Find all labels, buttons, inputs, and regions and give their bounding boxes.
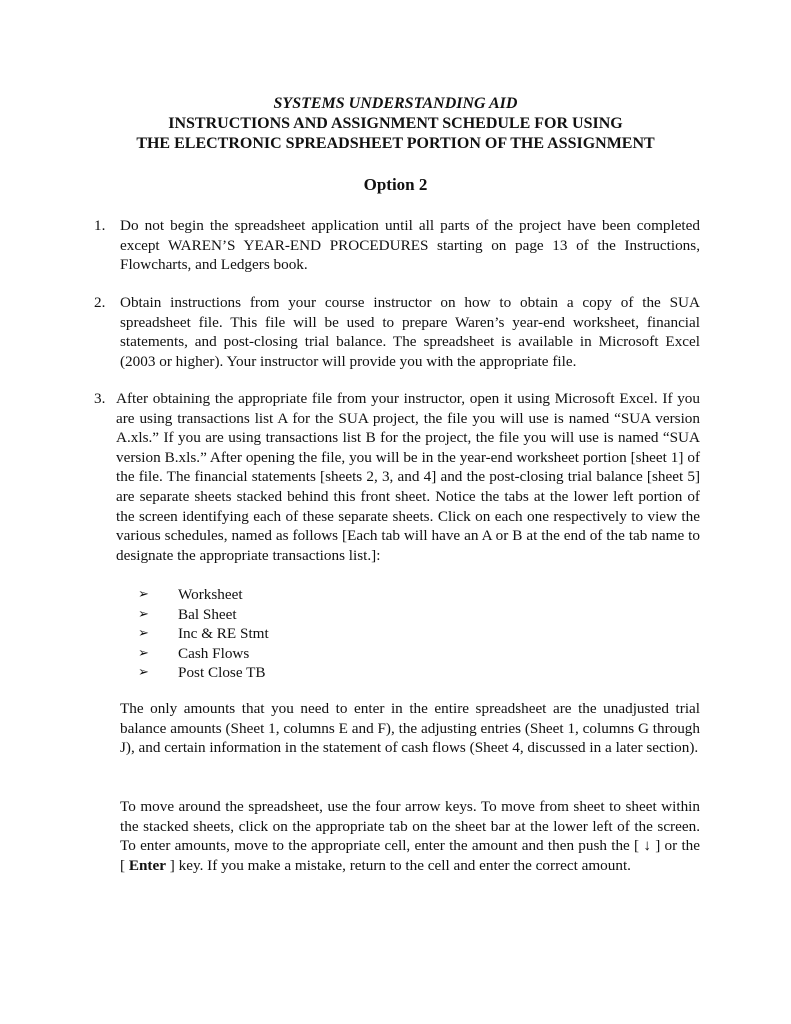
paragraph-text: ] or the [ [120,837,701,874]
sheet-tab-list [138,585,269,683]
item-number: 2. [94,294,106,311]
paragraph-text: ] key. If you make a mistake, return to the cell and enter the correct amount. [165,856,631,874]
arrow-bullet-icon: ➢ [138,587,149,602]
title-line-1: SYSTEMS UNDERSTANDING AID [273,95,518,112]
numbered-item-1 [94,216,700,275]
title-line-2: INSTRUCTIONS AND ASSIGNMENT SCHEDULE FOR USING [168,115,623,132]
enter-key-label: Enter [128,856,166,874]
arrow-bullet-icon: ➢ [138,665,149,681]
paragraph-navigation [120,797,700,875]
paragraph-text: To move around the spreadsheet, use the four arrow keys. To move from sheet to sheet within the stacked sheets, click on the appropriate tab on the sheet bar at the lower left of the screen. To enter amounts, move to the appropriate cell, enter the amount and then push the [ [120,798,700,855]
list-item-label: Bal Sheet [178,605,237,623]
arrow-bullet-icon: ➢ [138,645,149,661]
numbered-item-2 [94,293,700,371]
arrow-bullet-icon: ➢ [138,606,149,622]
list-item-label: Inc & RE Stmt [178,625,269,643]
list-item [138,605,269,625]
list-item [138,624,269,644]
item-text: After obtaining the appropriate file from your instructor, open it using Microsoft Excel. If you are using transactions list A for the SUA project, the file you will use is named “SUA version A.xls.” If you are using transactions list B for the project, the file you will use is named “SUA version B.xls.” After opening the file, you will be in the year-end worksheet portion [sheet 1] of the file. The financial statements [sheets 2, 3, and 4] and the post-closing trial balance [sheet 5] are separate sheets stacked behind this front sheet. Notice the tabs at the lower left portion of the screen identifying each of these separate sheets. Click on each one respectively to view the various schedules, named as follows [Each tab will have an A or B at the end of the tab name to designate the appropriate transactions list.]: [116,390,700,564]
list-item-label: Worksheet [178,586,243,603]
document-title [0,94,791,154]
item-number: 1. [94,217,106,234]
item-text: Obtain instructions from your course instructor on how to obtain a copy of the SUA spreadsheet file. This file will be used to prepare Waren’s year-end worksheet, financial statements, and post-closing trial balance. The spreadsheet is available in Microsoft Excel (2003 or higher). Your instructor will provide you with the appropriate file. [120,294,700,370]
item-text: Do not begin the spreadsheet application until all parts of the project have been completed except WAREN’S YEAR-END PROCEDURES starting on page 13 of the Instructions, Flowcharts, and Ledgers book. [120,217,700,274]
down-arrow-key-icon: ↓ [643,837,651,855]
paragraph-amounts: The only amounts that you need to enter in the entire spreadsheet are the unadjusted trial balance amounts (Sheet 1, columns E and F), the adjusting entries (Sheet 1, columns G through J), and certain information in the statement of cash flows (Sheet 4, discussed in a later section). [120,700,700,757]
option-heading: Option 2 [363,175,428,194]
list-item-label: Cash Flows [178,644,250,662]
item-number: 3. [94,390,106,407]
list-item [138,644,269,664]
list-item-label: Post Close TB [178,664,266,682]
list-item [138,663,269,683]
numbered-item-3 [94,389,700,565]
list-item [138,585,269,605]
arrow-bullet-icon: ➢ [138,626,149,642]
title-line-3: THE ELECTRONIC SPREADSHEET PORTION OF THE ASSIGNMENT [136,135,655,152]
